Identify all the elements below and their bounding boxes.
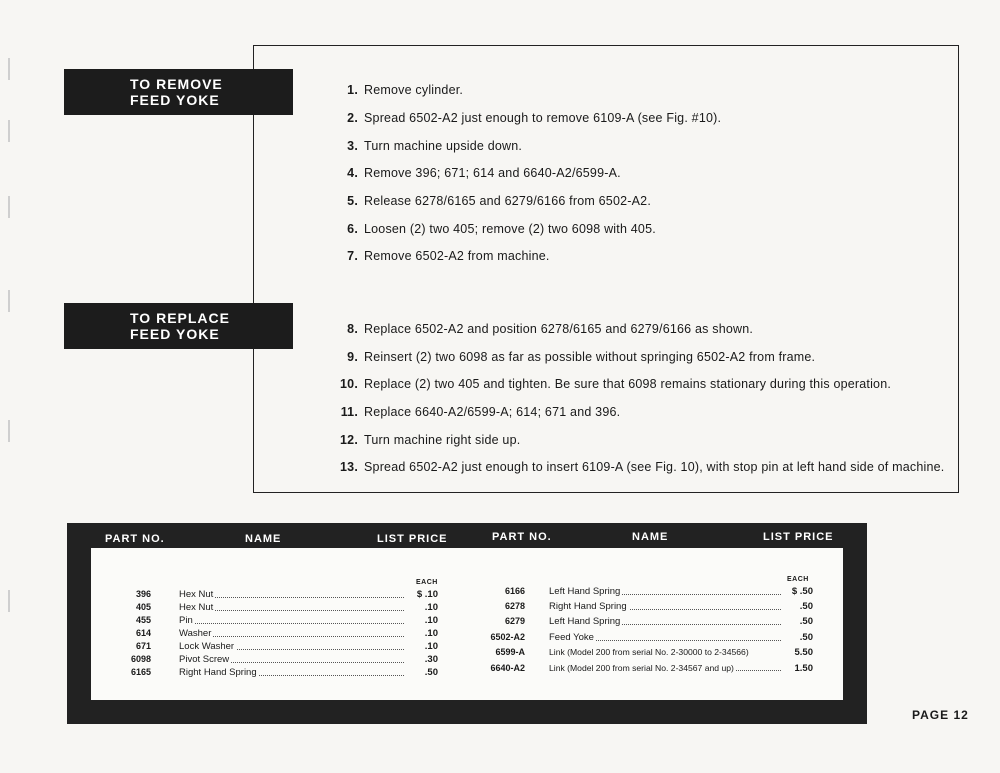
step-2: 2. Spread 6502-A2 just enough to remove 6109-A (see Fig. #10). [347,111,722,125]
parts-list [91,548,843,700]
table-row: 671 Lock Washer .10 [135,641,438,652]
table-row: 6599-A Link (Model 200 from serial No. 2-30000 to 2-34566) 5.50 [495,647,813,658]
step-7: 7. Remove 6502-A2 from machine. [347,249,550,263]
step-5: 5. Release 6278/6165 and 6279/6166 from 6502-A2. [347,194,651,208]
step-12: 12. Turn machine right side up. [340,433,521,447]
table-row: 614 Washer .10 [135,628,438,639]
step-11: 11. Replace 6640-A2/6599-A; 614; 671 and 396. [340,405,621,419]
step-3: 3. Turn machine upside down. [347,139,523,153]
replace-feed-yoke-heading: TO REPLACE FEED YOKE [64,303,293,349]
each-label-left: EACH [416,579,438,586]
binder-mark [8,420,10,442]
table-row: 405 Hex Nut .10 [135,602,438,613]
table-row: 6098 Pivot Screw .30 [130,654,438,665]
binder-mark [8,590,10,612]
table-row: 6166 Left Hand Spring $ .50 [504,586,813,597]
binder-mark [8,290,10,312]
step-6: 6. Loosen (2) two 405; remove (2) two 6098 with 405. [347,222,656,236]
remove-feed-yoke-heading: TO REMOVE FEED YOKE [64,69,293,115]
table-row: 6165 Right Hand Spring .50 [130,667,438,678]
step-9: 9. Reinsert (2) two 6098 as far as possible without springing 6502-A2 from frame. [347,350,816,364]
step-4: 4. Remove 396; 671; 614 and 6640-A2/6599-A. [347,166,621,180]
steps-box [253,45,959,493]
binder-mark [8,120,10,142]
header-part-no-right: PART NO. [492,531,552,543]
header-list-price-right: LIST PRICE [763,531,834,543]
header-name-left: NAME [245,533,282,545]
header-list-price-left: LIST PRICE [377,533,448,545]
table-row: 6279 Left Hand Spring .50 [504,616,813,627]
table-row: 396 Hex Nut $ .10 [135,589,438,600]
table-row: 6640-A2 Link (Model 200 from serial No. 2-34567 and up) 1.50 [490,663,813,674]
step-1: 1. Remove cylinder. [347,83,464,97]
step-13: 13. Spread 6502-A2 just enough to insert 6109-A (see Fig. 10), with stop pin at left hand side of machine. [340,460,945,474]
binder-mark [8,196,10,218]
table-row: 455 Pin .10 [135,615,438,626]
step-8: 8. Replace 6502-A2 and position 6278/6165 and 6279/6166 as shown. [347,322,754,336]
binder-mark [8,58,10,80]
parts-table [67,523,867,724]
header-name-right: NAME [632,531,669,543]
each-label-right: EACH [787,576,809,583]
table-row: 6502-A2 Feed Yoke .50 [490,632,813,643]
page-number: PAGE 12 [912,708,969,722]
header-part-no-left: PART NO. [105,533,165,545]
step-10: 10. Replace (2) two 405 and tighten. Be sure that 6098 remains stationary during this operation. [340,377,892,391]
table-row: 6278 Right Hand Spring .50 [504,601,813,612]
